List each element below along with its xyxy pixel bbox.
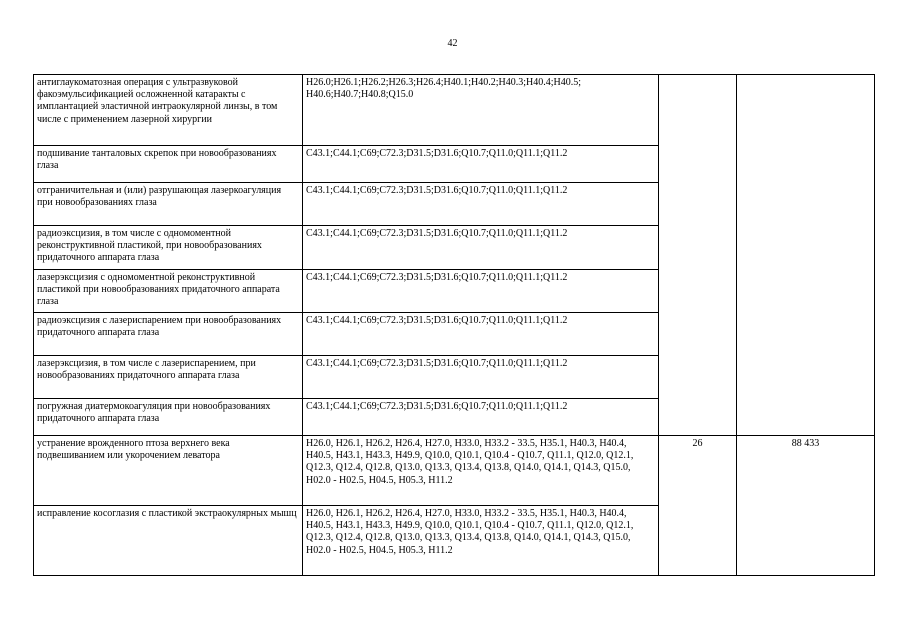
procedure-name: устранение врожденного птоза верхнего века подвешиванием или укорочением леватора (34, 436, 303, 506)
diagnosis-codes: C43.1;C44.1;C69;C72.3;D31.5;D31.6;Q10.7;Q11.0;Q11.1;Q11.2 (303, 183, 659, 226)
amount-cell-empty (737, 75, 875, 436)
page-number: 42 (447, 38, 458, 49)
procedure-name: лазерэксцизия с одномоментной реконструктивной пластикой при новообразованиях придаточного аппарата глаза (34, 270, 303, 313)
procedure-name: отграничительная и (или) разрушающая лазеркоагуляция при новообразованиях глаза (34, 183, 303, 226)
diagnosis-codes: H26.0;H26.1;H26.2;H26.3;H26.4;H40.1;H40.2;H40.3;H40.4;H40.5; H40.6;H40.7;H40.8;Q15.0 (303, 75, 659, 146)
procedure-name: погружная диатермокоагуляция при новообразованиях придаточного аппарата глаза (34, 399, 303, 436)
table-row (34, 75, 875, 146)
procedures-table (33, 74, 875, 576)
diagnosis-codes: C43.1;C44.1;C69;C72.3;D31.5;D31.6;Q10.7;Q11.0;Q11.1;Q11.2 (303, 313, 659, 356)
procedure-name: антиглаукоматозная операция с ультразвуковой факоэмульсификацией осложненной катаракты с имплантацией эластичной интраокулярной линзы, в том числе с применением лазерной хирургии (34, 75, 303, 146)
group-number: 26 (659, 436, 737, 576)
diagnosis-codes: H26.0, H26.1, H26.2, H26.4, H27.0, H33.0, H33.2 - 33.5, H35.1, H40.3, H40.4, H40.5, H43.1, H43.3, H49.9, Q10.0, Q10.1, Q10.4 - Q10.7, Q11.1, Q12.0, Q12.1, Q12.3, Q12.4, Q12.8, Q13.0, Q13.3, Q13.4, Q13.8, Q14.0, Q14.1, Q14.3, Q15.0, H02.0 - H02.5, H04.5, H05.3, H11.2 (303, 436, 659, 506)
diagnosis-codes: C43.1;C44.1;C69;C72.3;D31.5;D31.6;Q10.7;Q11.0;Q11.1;Q11.2 (303, 356, 659, 399)
amount: 88 433 (737, 436, 875, 576)
procedure-name: радиоэксцизия с лазериспарением при новообразованиях придаточного аппарата глаза (34, 313, 303, 356)
diagnosis-codes: C43.1;C44.1;C69;C72.3;D31.5;D31.6;Q10.7;Q11.0;Q11.1;Q11.2 (303, 226, 659, 270)
diagnosis-codes: H26.0, H26.1, H26.2, H26.4, H27.0, H33.0, H33.2 - 33.5, H35.1, H40.3, H40.4, H40.5, H43.1, H43.3, H49.9, Q10.0, Q10.1, Q10.4 - Q10.7, Q11.1, Q12.0, Q12.1, Q12.3, Q12.4, Q12.8, Q13.0, Q13.3, Q13.4, Q13.8, Q14.0, Q14.1, Q14.3, Q15.0, H02.0 - H02.5, H04.5, H05.3, H11.2 (303, 506, 659, 576)
procedure-name: исправление косоглазия с пластикой экстраокулярных мышц (34, 506, 303, 576)
table-row (34, 436, 875, 506)
diagnosis-codes: C43.1;C44.1;C69;C72.3;D31.5;D31.6;Q10.7;Q11.0;Q11.1;Q11.2 (303, 146, 659, 183)
diagnosis-codes: C43.1;C44.1;C69;C72.3;D31.5;D31.6;Q10.7;Q11.0;Q11.1;Q11.2 (303, 399, 659, 436)
procedure-name: лазерэксцизия, в том числе с лазериспарением, при новообразованиях придаточного аппарата глаза (34, 356, 303, 399)
procedure-name: подшивание танталовых скрепок при новообразованиях глаза (34, 146, 303, 183)
group-number-cell-empty (659, 75, 737, 436)
procedure-name: радиоэксцизия, в том числе с одномоментной реконструктивной пластикой, при новообразованиях придаточного аппарата глаза (34, 226, 303, 270)
diagnosis-codes: C43.1;C44.1;C69;C72.3;D31.5;D31.6;Q10.7;Q11.0;Q11.1;Q11.2 (303, 270, 659, 313)
